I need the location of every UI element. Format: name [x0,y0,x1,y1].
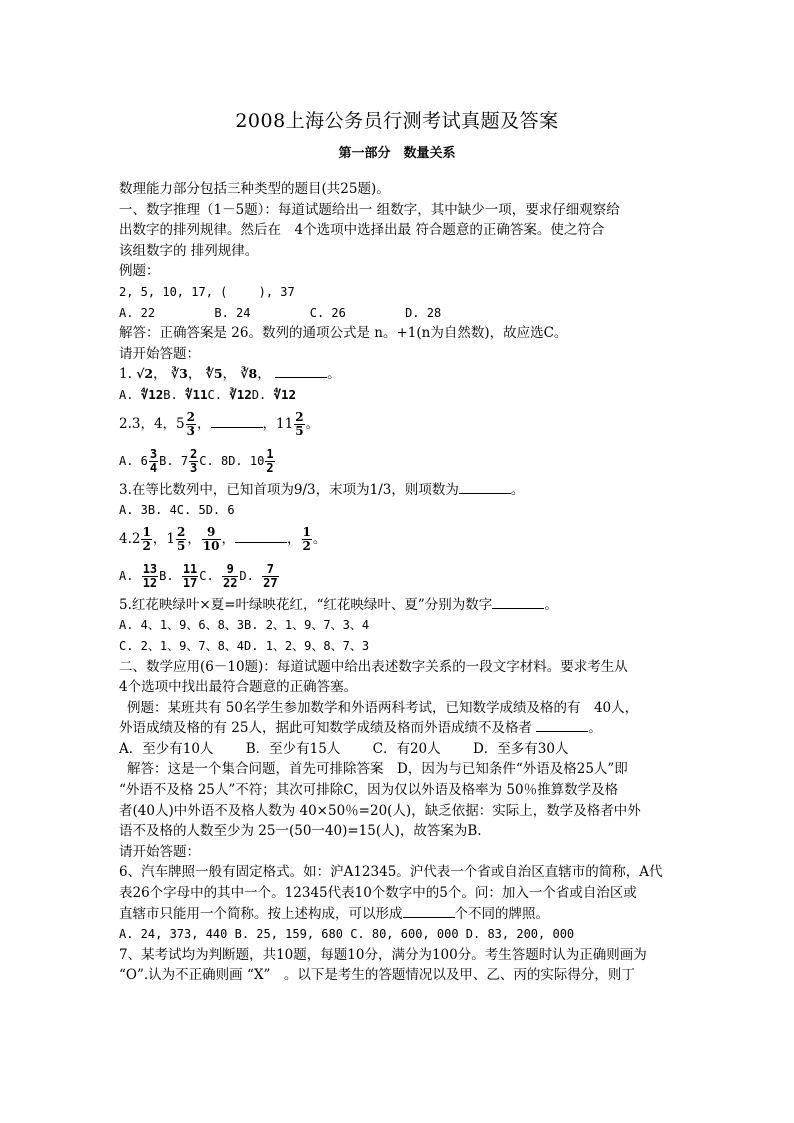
start-answering-2: 请开始答题： [119,843,200,860]
fraction: $\frac{2}{5}$ [295,409,304,438]
answer-blank [275,365,327,378]
part2-answer-1: 解答：这是一个集合问题，首先可排除答案 D，因为与已知条件“外语及格25人”即 [127,761,628,778]
radical-expression: √2 [136,366,154,382]
start-answering: 请开始答题： [119,345,200,362]
question-2: 2.3，4，5 $\frac{2}{3}$ ， ，11 $\frac{2}{5}$ 。 [119,409,320,438]
question-6-line-1: 6、汽车牌照一般有固定格式。如：沪A12345。沪代表一个省或自治区直辖市的简称，A代 [119,864,663,881]
part2-answer-3: 者(40人)中外语不及格人数为 40×50％=20(人)，缺乏依据：实际上，数学及格者中外 [119,802,641,819]
document-title: 2008上海公务员行测考试真题及答案 [235,110,559,132]
part2-line-1: 二、数学应用(6－10题)：每道试题中给出表述数字关系的一段文字材料。要求考生从 [119,658,628,675]
answer-blank [403,905,455,918]
question-4: 4.2 $\frac{1}{2}$ ，1 $\frac{2}{5}$ ， $\frac{9}{10}$ ， ， $\frac{1}{2}$ 。 [119,524,327,553]
part2-options: A．至少有10人 B．至少有15人 C．有20人 D．至多有30人 [119,740,569,757]
part2-line-2: 4个选项中找出最符合题意的正确答塞。 [119,679,358,696]
answer-blank [536,719,588,732]
option-b: B. 24 [214,305,251,320]
question-5: 5.红花映绿叶×夏=叶绿映花红，“红花映绿叶、夏”分别为数字 。 [119,596,558,613]
answer-blank [459,481,511,494]
question-5-options-1: A. 4、1、9、6、8、3B. 2、1、9、7、3、4 [119,618,370,633]
question-3: 3.在等比数列中，已知首项为9/3，末项为1/3，则项数为 。 [119,481,525,498]
example-options [119,303,679,324]
option-a: A. 22 [119,305,156,320]
document-body [119,179,679,986]
answer-blank [235,530,287,543]
part2-example-1: 例题：某班共有 50名学生参加数学和外语两科考试，已知数学成绩及格的有 40人， [127,699,639,716]
part2-answer-2: “外语不及格 25人”不符；其次可排除C，因为仅以外语及格率为 50％推算数学及格 [119,782,619,799]
question-1-options: A. ∜12B. ∜11C. ∛12D. ∜12 [119,386,297,402]
radical-expression: ∜5 [205,366,223,382]
question-7-line-1: 7、某考试均为判断题，共10题，每题10分，满分为100分。考生答题时认为正确则画为 [119,946,647,963]
radical-expression: ∛8 [240,366,258,382]
question-7-line-2: “O”.认为不正确则画 “X” 。以下是考生的答题情况以及甲、乙、丙的实际得分，则丁 [119,967,635,984]
radical-expression: ∛3 [170,366,188,382]
intro-line-1: 数理能力部分包括三种类型的题目(共25题)。 [119,181,390,197]
intro-line-3: 出数字的排列规律。然后在 4个选项中选择出最 符合题意的正确答案。使之符合 [119,222,605,239]
question-4-options: A. $\frac{13}{12}$ B. $\frac{11}{17}$ C. $\frac{9}{22}$ D. $\frac{7}{27}$ [119,561,278,590]
intro-line-2: 一、数字推理（1－5题）：每道试题给出一 组数字，其中缺少一项，要求仔细观察给 [119,201,620,218]
question-5-options-2: C. 2、1、9、7、8、4D. 1、2、9、8、7、3 [119,638,370,653]
question-2-options: A. 6 $\frac{3}{4}$ B. 7 $\frac{2}{3}$ C. 8D. 10 $\frac{1}{2}$ [119,446,274,475]
example-label: 例题： [119,263,160,280]
example-sequence: 2, 5, 10, 17, ( ), 37 [119,284,295,299]
question-6-options: A. 24, 373, 440 B. 25, 159, 680 C. 80, 600, 000 D. 83, 200, 000 [119,927,575,942]
question-6-line-2: 表26个字母中的其中一个。12345代表10个数字中的5个。问：加入一个省或自治区或 [119,885,637,902]
part2-example-2: 外语成绩及格的有 25人，据此可知数学成绩及格而外语成绩不及格者 。 [119,720,602,737]
example-answer: 解答：正确答案是 26。数列的通项公式是 n。+1(n为自然数)，故应选C。 [119,325,568,342]
section-heading: 第一部分 数量关系 [338,146,456,161]
question-3-options: A. 3B. 4C. 5D. 6 [119,503,235,518]
answer-blank [492,596,544,609]
question-1: 1. √2， ∛3， ∜5， ∛8， 。 [119,366,341,383]
option-c: C. 26 [309,305,346,320]
intro-line-4: 该组数字的 排列规律。 [119,242,259,259]
option-d: D. 28 [405,305,442,320]
part2-answer-4: 语不及格的人数至少为 25一(50一40)=15(人)，故答案为B. [119,823,482,840]
fraction: $\frac{2}{3}$ [186,409,196,438]
answer-blank [211,415,263,428]
question-6-line-3: 直辖市只能用一个简称。按上述构成，可以形成 个不同的牌照。 [119,905,549,922]
